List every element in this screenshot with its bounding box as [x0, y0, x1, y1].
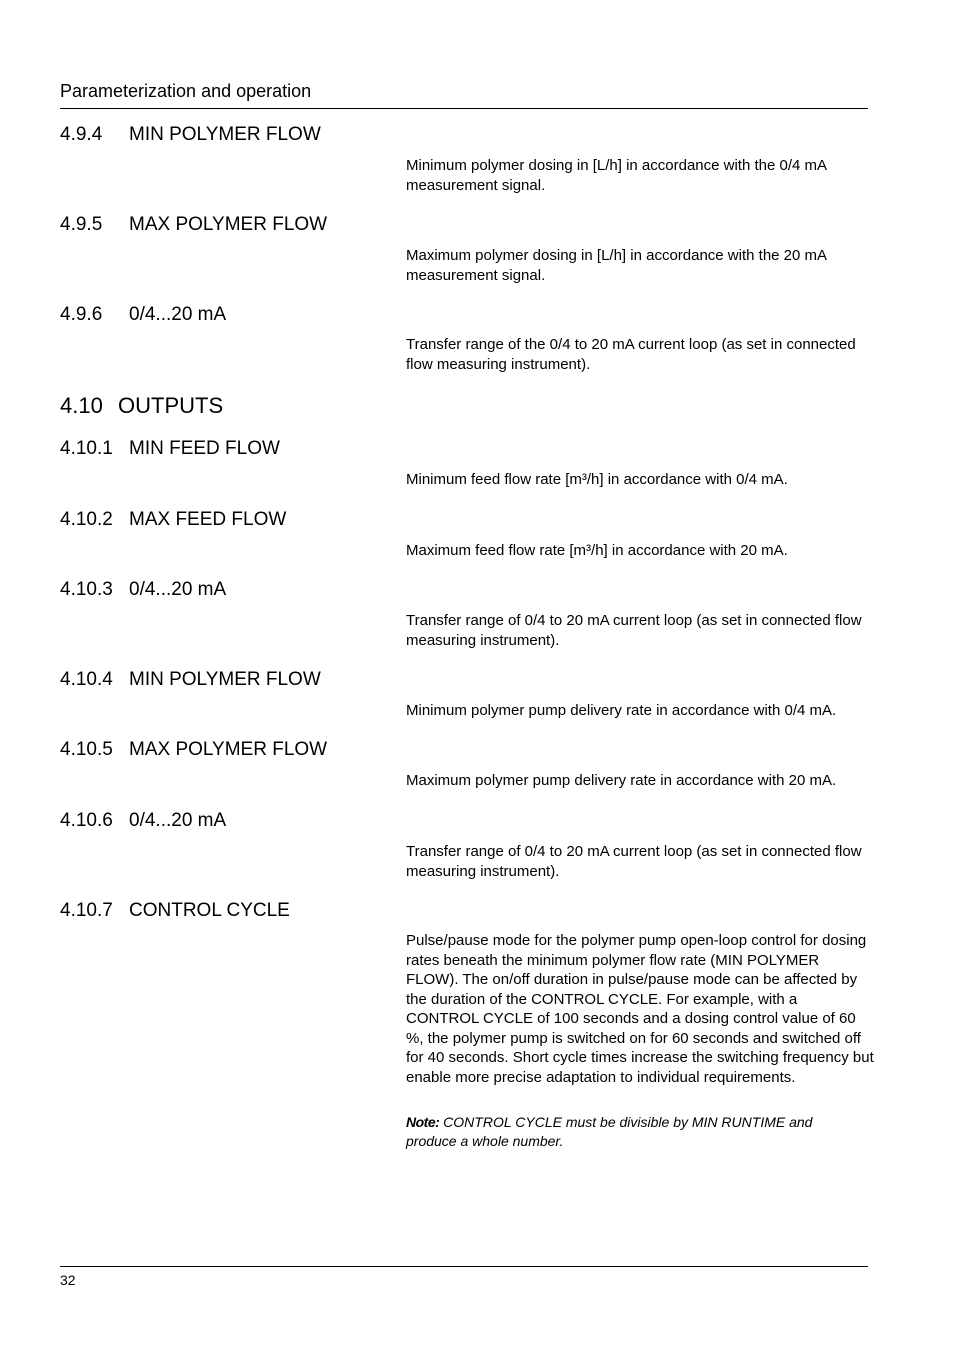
paragraph-4-9-6: Transfer range of the 0/4 to 20 mA current loop (as set in connected flow measuring instrument). [406, 336, 856, 373]
heading-4-10-1 [60, 438, 280, 460]
running-header: Parameterization and operation [60, 81, 312, 101]
section-title: CONTROL CYCLE [129, 900, 290, 921]
heading-4-10-2 [60, 509, 286, 531]
section-number: 4.10.5 [60, 739, 113, 760]
section-number: 4.10 [60, 393, 103, 418]
heading-4-10-4 [60, 669, 321, 691]
paragraph-4-9-4: Minimum polymer dosing in [L/h] in accordance with the 0/4 mA measurement signal. [406, 157, 827, 194]
section-number: 4.10.2 [60, 509, 113, 530]
section-number: 4.10.7 [60, 900, 113, 921]
note-text: CONTROL CYCLE must be divisible by MIN RUNTIME and produce a whole number. [406, 1114, 813, 1149]
section-number: 4.9.5 [60, 214, 103, 235]
paragraph-4-9-5: Maximum polymer dosing in [L/h] in accordance with the 20 mA measurement signal. [406, 247, 827, 284]
section-title: MAX POLYMER FLOW [129, 739, 328, 760]
paragraph-4-10-2: Maximum feed flow rate [m³/h] in accordance with 20 mA. [406, 542, 788, 559]
section-number: 4.10.3 [60, 579, 113, 600]
header-rule [60, 108, 868, 109]
section-number: 4.10.1 [60, 438, 113, 459]
note-label: Note: [406, 1114, 440, 1130]
section-title: 0/4...20 mA [129, 579, 227, 600]
section-title: 0/4...20 mA [129, 810, 227, 831]
page-number: 32 [60, 1272, 76, 1288]
section-number: 4.9.6 [60, 304, 103, 325]
note-4-10-7 [406, 1113, 866, 1151]
section-title: MAX FEED FLOW [129, 509, 287, 530]
heading-4-10-5 [60, 739, 327, 761]
section-title: MAX POLYMER FLOW [129, 214, 328, 235]
paragraph-4-10-3: Transfer range of 0/4 to 20 mA current loop (as set in connected flow measuring instrument). [406, 612, 862, 649]
heading-4-9-5 [60, 214, 327, 236]
section-number: 4.10.4 [60, 669, 113, 690]
heading-4-9-6 [60, 304, 226, 326]
section-number: 4.10.6 [60, 810, 113, 831]
heading-4-10-3 [60, 579, 226, 601]
section-title: OUTPUTS [118, 393, 224, 418]
paragraph-4-10-6: Transfer range of 0/4 to 20 mA current loop (as set in connected flow measuring instrument). [406, 843, 862, 880]
paragraph-4-10-5: Maximum polymer pump delivery rate in accordance with 20 mA. [406, 772, 837, 789]
paragraph-4-10-1: Minimum feed flow rate [m³/h] in accordance with 0/4 mA. [406, 471, 788, 488]
section-title: 0/4...20 mA [129, 304, 227, 325]
section-title: MIN POLYMER FLOW [129, 124, 321, 145]
footer-rule [60, 1266, 868, 1267]
heading-4-10 [60, 393, 223, 419]
paragraph-4-10-4: Minimum polymer pump delivery rate in accordance with 0/4 mA. [406, 702, 837, 719]
heading-4-9-4 [60, 124, 321, 146]
section-number: 4.9.4 [60, 124, 103, 145]
heading-4-10-7 [60, 900, 290, 922]
section-title: MIN FEED FLOW [129, 438, 280, 459]
heading-4-10-6 [60, 810, 226, 832]
section-title: MIN POLYMER FLOW [129, 669, 321, 690]
paragraph-4-10-7: Pulse/pause mode for the polymer pump open-loop control for dosing rates beneath the minimum polymer flow rate (MIN POLYMER FLOW). The on/off duration in pulse/pause mode can be affected by the duration of the CONTROL CYCLE. For example, with a CONTROL CYCLE of 100 seconds and a dosing control value of 60 %, the polymer pump is switched on for 60 seconds and switched off for 40 seconds. Short cycle times increase the switching frequency but enable more precise adaptation to individual requirements. [406, 932, 874, 1086]
